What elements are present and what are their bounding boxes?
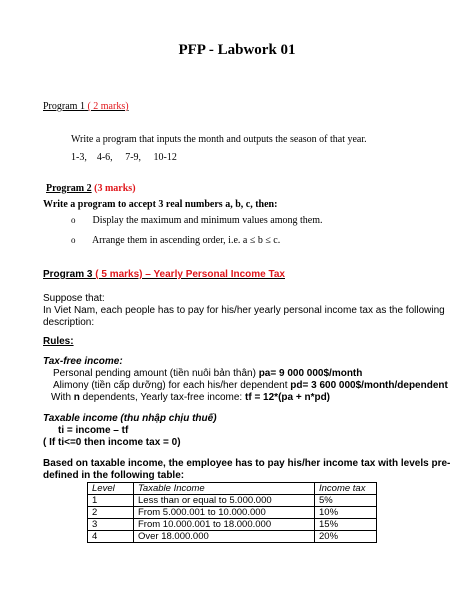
month-range-4: 10-12 bbox=[153, 152, 177, 163]
bullet-circle-icon: o bbox=[71, 215, 76, 225]
cell-income-tax: 15% bbox=[315, 519, 377, 531]
cell-level: 3 bbox=[88, 519, 134, 531]
intro-line-1: In Viet Nam, each people has to pay for his/her yearly personal income tax as the following bbox=[43, 305, 445, 316]
suppose-text: Suppose that: bbox=[43, 293, 105, 304]
cell-income-tax: 20% bbox=[315, 531, 377, 543]
table-row bbox=[88, 531, 377, 543]
program2-heading bbox=[46, 183, 136, 194]
table-header-row bbox=[88, 483, 377, 495]
taxable-heading: Taxable income (thu nhập chịu thuế) bbox=[43, 413, 217, 424]
ti-rule: ( If ti<=0 then income tax = 0) bbox=[43, 437, 181, 448]
based-line-2: defined in the following table: bbox=[43, 470, 185, 481]
with-text: With bbox=[51, 392, 74, 403]
cell-taxable-income: Less than or equal to 5.000.000 bbox=[134, 495, 315, 507]
ti-formula: ti = income – tf bbox=[58, 425, 129, 436]
program2-bullet-1 bbox=[71, 215, 322, 226]
program2-bullet-2 bbox=[71, 235, 280, 246]
program3-topic: – Yearly Personal Income Tax bbox=[142, 269, 285, 280]
program1-marks: ( 2 marks) bbox=[87, 101, 129, 112]
based-line-1: Based on taxable income, the employee has to pay his/her income tax with levels pre- bbox=[43, 458, 451, 469]
dependents-text: dependents, Yearly tax-free income: bbox=[79, 392, 245, 403]
tax-levels-table bbox=[87, 482, 377, 543]
program1-months bbox=[71, 152, 177, 163]
program3-marks: ( 5 marks) bbox=[95, 269, 143, 280]
header-level: Level bbox=[88, 483, 134, 495]
header-taxable-income: Taxable Income bbox=[134, 483, 315, 495]
month-range-2: 4-6, bbox=[96, 152, 113, 163]
cell-income-tax: 10% bbox=[315, 507, 377, 519]
alimony-formula: pd= 3 600 000$/month/dependent bbox=[290, 380, 448, 391]
program2-bullet-2-text: Arrange them in ascending order, i.e. a ≤ b ≤ c. bbox=[91, 235, 281, 246]
taxfree-heading: Tax-free income: bbox=[43, 356, 123, 367]
program2-description: Write a program to accept 3 real numbers a, b, c, then: bbox=[43, 199, 278, 210]
header-income-tax: Income tax bbox=[315, 483, 377, 495]
cell-level: 4 bbox=[88, 531, 134, 543]
cell-taxable-income: Over 18.000.000 bbox=[134, 531, 315, 543]
program2-bullet-1-text: Display the maximum and minimum values among them. bbox=[92, 215, 323, 226]
cell-level: 1 bbox=[88, 495, 134, 507]
program1-label: Program 1 bbox=[43, 101, 85, 112]
cell-income-tax: 5% bbox=[315, 495, 377, 507]
cell-level: 2 bbox=[88, 507, 134, 519]
program1-heading bbox=[43, 101, 129, 112]
program1-description: Write a program that inputs the month and outputs the season of that year. bbox=[71, 134, 367, 145]
pending-formula: pa= 9 000 000$/month bbox=[258, 368, 363, 379]
program3-heading bbox=[43, 269, 285, 280]
program2-label: Program 2 bbox=[46, 183, 92, 194]
pending-line bbox=[53, 368, 362, 379]
page-title: PFP - Labwork 01 bbox=[178, 42, 296, 58]
table-row bbox=[88, 495, 377, 507]
month-range-3: 7-9, bbox=[125, 152, 142, 163]
cell-taxable-income: From 10.000.001 to 18.000.000 bbox=[134, 519, 315, 531]
cell-taxable-income: From 5.000.001 to 10.000.000 bbox=[134, 507, 315, 519]
intro-line-2: description: bbox=[43, 317, 95, 328]
table-row bbox=[88, 507, 377, 519]
n-variable: n bbox=[73, 392, 80, 403]
month-range-1: 1-3, bbox=[71, 152, 87, 163]
alimony-line bbox=[53, 380, 448, 391]
table-row bbox=[88, 519, 377, 531]
tf-formula: tf = 12*(pa + n*pd) bbox=[245, 392, 331, 403]
pending-text: Personal pending amount (tiền nuôi bản thân) bbox=[53, 368, 259, 379]
program2-marks: (3 marks) bbox=[94, 183, 136, 194]
bullet-circle-icon: o bbox=[71, 235, 76, 245]
alimony-text: Alimony (tiền cấp dưỡng) for each his/her dependent bbox=[53, 380, 291, 391]
taxfree-formula-line bbox=[51, 392, 330, 403]
program3-label: Program 3 bbox=[43, 269, 93, 280]
rules-heading: Rules: bbox=[43, 336, 74, 347]
